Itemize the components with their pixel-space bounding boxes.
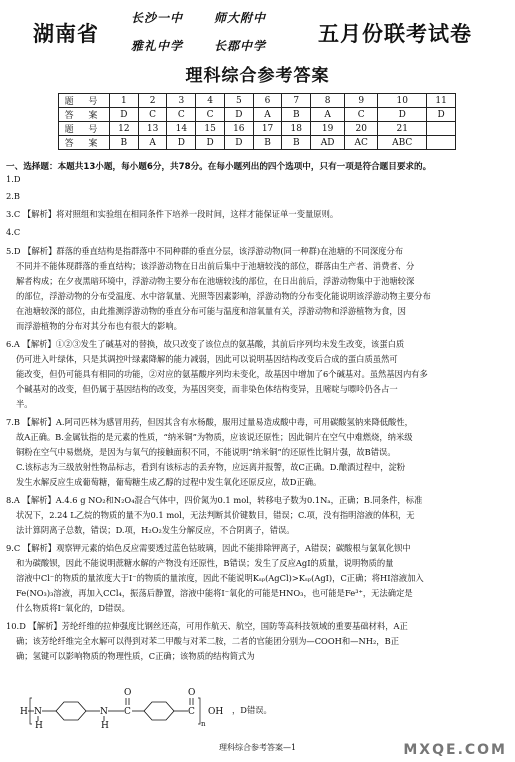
province-title: 湖南省 (33, 22, 99, 46)
atom-label: N (34, 707, 42, 717)
table-cell: C (138, 108, 167, 122)
answer-line: 个碱基对的改变，但仍属于基因结构的改变，为基因突变，而非染色体结构变异，且嘧啶与嘌呤仍各占一 (16, 384, 398, 394)
answer-line: 确；氢键可以影响物质的物理性质，C正确；该物质的结构简式为 (16, 651, 255, 661)
table-row (59, 122, 456, 136)
answer-line: 仍可进入叶绿体，只是其调控叶绿素降解的能力减弱，因此可以说明基因结构改变后合成的蛋白质虽然可 (16, 354, 398, 364)
answer-line: 什么物质将I⁻氧化的，D错误。 (16, 603, 130, 613)
table-cell: 13 (138, 122, 167, 136)
answer-line: 不同并不能体现群落的垂直结构；该浮游动物在日出前后集中于池塘较浅的部位，群落由生产者、消费者、分 (16, 261, 415, 271)
table-cell: D (196, 136, 225, 150)
table-cell: B (253, 136, 282, 150)
answer-line: 能改变，但仍可能具有相同的功能，②对应的氨基酸序列均未变化，故基因中增加了6个碱基对。虽然基因内有多 (16, 369, 428, 379)
atom-label: H (35, 721, 43, 730)
table-header-cell: 题 号 (59, 122, 110, 136)
atom-label: H (101, 721, 109, 730)
table-cell: 15 (196, 122, 225, 136)
table-cell: ABC (378, 136, 427, 150)
answer-line: 而浮游植物的分布对其分布也有很大的影响。 (16, 321, 182, 331)
table-cell (427, 136, 456, 150)
answer-line: 溶液中Cl⁻的物质的量浓度大于I⁻的物质的量浓度，因此不能说明Kₛₚ(AgCl)>Kₛₚ(AgI)，C正确；将HI溶液加入 (16, 573, 424, 583)
table-cell: D (427, 108, 456, 122)
table-cell: 9 (345, 94, 378, 108)
answer-line: 法计算阴离子总数，错误；D.项，H₂O₂发生分解反应，不合阴离子，错误。 (16, 525, 295, 535)
table-cell (427, 122, 456, 136)
table-cell: 11 (427, 94, 456, 108)
table-cell: 14 (167, 122, 196, 136)
table-cell: B (282, 108, 311, 122)
answer-line: 半。 (16, 399, 33, 409)
table-cell: 12 (110, 122, 139, 136)
answer-line: 和为碳酸钡，因此不能说明蔗糖水解的产物没有还原性，B错误；发生了反应AgI的质量，说明物质的量 (16, 558, 394, 568)
table-cell: A (311, 108, 345, 122)
table-cell: 20 (345, 122, 378, 136)
answer-line: 4.C (6, 227, 21, 237)
answer-line: 10.D 【解析】芳纶纤维的拉伸强度比钢丝还高，可用作航天、航空，国防等高科技领域的重要基础材料，A正 (6, 621, 408, 631)
answer-line: 解者构成；在夕夜黑暗环境中，浮游动物主要分布在池塘较浅的部位，在日出前后，浮游动物集中于池塘较深 (16, 276, 415, 286)
answer-line: 2.B (6, 191, 21, 201)
table-cell: C (167, 108, 196, 122)
answer-line: 状况下，2.24 L乙烷的物质的量不为0.1 mol，无法判断其价键数目，错误；C.项，没有指明溶液的体积，无 (16, 510, 415, 520)
answer-line: C.该标志为三级放射性物品标志，看到有该标志的丢弃物，应远离并报警，故C正确。D.酿酒过程中，淀粉 (16, 462, 406, 472)
table-cell: 16 (224, 122, 253, 136)
table-cell: 4 (196, 94, 225, 108)
school-name: 雅礼中学 (131, 39, 184, 53)
table-cell: D (378, 108, 427, 122)
table-cell: 8 (311, 94, 345, 108)
table-row (59, 94, 456, 108)
structure-caption: ，D错误。 (232, 705, 272, 715)
answer-line: 在池塘较深的部位，由此推测浮游动物的垂直分布可能与温度和溶氧量有关，浮游动物和浮游植物为食，因 (16, 306, 406, 316)
section-heading: 一、选择题：本题共13小题，每小题6分，共78分。在每小题列出的四个选项中，只有一项是符合题目要求的。 (6, 162, 432, 172)
atom-label: C (188, 707, 195, 717)
atom-label: N (100, 707, 108, 717)
table-cell: 10 (378, 94, 427, 108)
table-cell: 7 (282, 94, 311, 108)
table-header-cell: 答 案 (59, 136, 110, 150)
table-header-cell: 答 案 (59, 108, 110, 122)
table-cell: 21 (378, 122, 427, 136)
answer-line: 8.A 【解析】A.4.6 g NO₂和N₂O₄混合气体中，四价氮为0.1 mol，转移电子数为0.1Nₐ，正确；B.同条件，标准 (6, 495, 423, 505)
answer-line: 9.C 【解析】观察钾元素的焰色反应需要透过蓝色钴玻璃，因此不能排除钾离子，A错误；碳酸根与氯氧化钡中 (6, 543, 411, 553)
table-cell: 3 (167, 94, 196, 108)
atom-label: OH (208, 707, 224, 717)
answer-table (58, 93, 456, 150)
answer-line: 铜粉在空气中易燃烧，是因为与氧气的接触面积不同，不能说明“纳米铜”的还原性比铜片强，故B错误。 (16, 447, 396, 457)
table-cell: A (253, 108, 282, 122)
table-cell: D (167, 136, 196, 150)
table-cell: 2 (138, 94, 167, 108)
atom-label: O (188, 688, 196, 698)
answer-line: 3.C 【解析】将对照组和实验组在相同条件下培养一段时间，这样才能保证单一变量原则。 (6, 209, 339, 219)
table-cell: C (345, 108, 378, 122)
table-cell: AD (311, 136, 345, 150)
table-row (59, 108, 456, 122)
subscript-label: n (201, 720, 206, 728)
answer-line: 1.D (6, 174, 21, 184)
watermark: MXQE.COM (403, 742, 507, 758)
answer-line: 的部位，浮游动物的分布受温度、水中溶氧量、光照等因素影响，浮游动物的分布变化能说明该浮游动物主要分布 (16, 291, 431, 301)
school-name: 长郡中学 (214, 39, 267, 53)
table-cell: C (196, 108, 225, 122)
table-cell: B (110, 136, 139, 150)
table-cell: 6 (253, 94, 282, 108)
table-cell: D (224, 136, 253, 150)
page-subtitle: 理科综合参考答案 (185, 66, 330, 86)
table-cell: D (110, 108, 139, 122)
answer-line: Fe(NO₃)₃溶液，再加入CCl₄，振荡后静置，溶液中能将I⁻氧化的可能是HNO₃，也可能是Fe³⁺，无法确定是 (16, 588, 413, 598)
school-name: 师大附中 (214, 11, 267, 25)
structural-formula (20, 686, 320, 730)
answer-line: 5.D 【解析】群落的垂直结构是指群落中不同种群的垂直分层，该浮游动物(同一种群)在池塘的不同深度分布 (6, 246, 404, 256)
school-name: 长沙一中 (131, 11, 184, 25)
atom-label: C (124, 707, 131, 717)
table-cell: 19 (311, 122, 345, 136)
table-cell: 1 (110, 94, 139, 108)
table-cell: 18 (282, 122, 311, 136)
atom-label: O (124, 688, 132, 698)
answer-line: 7.B 【解析】A.阿司匹林为感冒用药，但因其含有水杨酸，服用过量易造成酸中毒，可用碳酸氢钠来降低酸性， (6, 417, 413, 427)
exam-title: 五月份联考试卷 (318, 22, 472, 46)
table-row (59, 136, 456, 150)
table-cell: D (224, 108, 253, 122)
page-footer: 理科综合参考答案—1 (218, 743, 297, 752)
answer-line: 6.A 【解析】①②③发生了碱基对的替换，故只改变了该位点的氨基酸，其前后序列均未发生改变，该蛋白质 (6, 339, 405, 349)
table-cell: AC (345, 136, 378, 150)
table-header-cell: 题 号 (59, 94, 110, 108)
answer-line: 发生水解反应生成葡萄糖，葡萄糖生成乙醇的过程中发生氧化还原反应，故D正确。 (16, 477, 322, 487)
table-cell: A (138, 136, 167, 150)
table-cell: 17 (253, 122, 282, 136)
atom-label: H (20, 707, 28, 717)
table-cell: B (282, 136, 311, 150)
table-cell: 5 (224, 94, 253, 108)
answer-line: 确；该芳纶纤维完全水解可以得到对苯二甲酸与对苯二胺，二者的官能团分别为—COOH和—NH₂，B正 (16, 636, 399, 646)
answer-line: 故A正确。B.金属钛指的是元素的性质，“纳米铜”为物质，应该说还原性；因此铜片在空气中难燃烧，纳米级 (16, 432, 413, 442)
